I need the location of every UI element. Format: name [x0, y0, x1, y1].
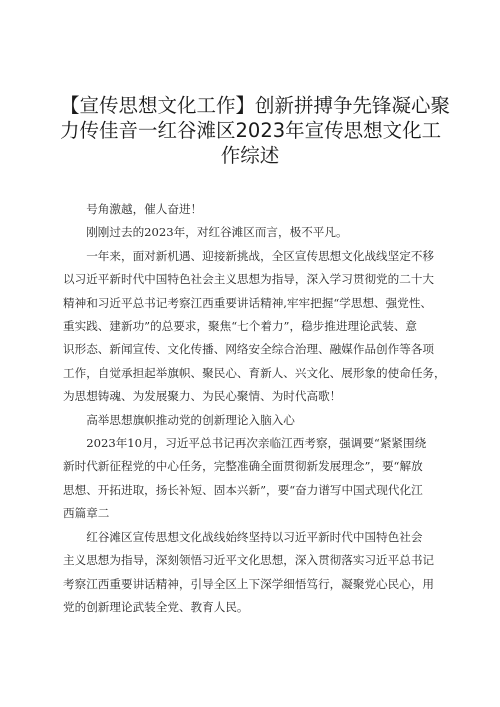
paragraph — [63, 245, 455, 409]
document-body — [63, 198, 455, 619]
text-line: 考察江西重要讲话精神，引导全区上下深学细悟笃行，凝聚党心民心，用 — [63, 576, 435, 591]
text-line: 思想、开拓进取，扬长补短、固本兴新”，要“奋力谱写中国式现代化江 — [63, 482, 423, 497]
text-line: 西篇章二 — [63, 506, 110, 521]
text-line: 识形态、新闻宣传、文化传播、网络安全综合治理、融媒作品创作等各项 — [63, 342, 435, 357]
text-line: 党的创新理论武装全党、教育人民。 — [63, 599, 249, 614]
document-title — [60, 93, 451, 168]
section-heading — [63, 409, 455, 432]
text-line: 为思想铸魂、为发展聚力、为民心聚情、为时代高歌！ — [63, 389, 342, 404]
text-line: 以习近平新时代中国特色社会主义思想为指导，深入学习贯彻党的二十大 — [63, 272, 435, 287]
title-line: 力传佳音一红谷滩区2023年宣传思想文化工 — [60, 119, 442, 142]
text-line: 高举思想旗帜推动党的创新理论入脑入心 — [86, 412, 295, 427]
text-line: 刚刚过去的2023年，对红谷滩区而言，极不平凡。 — [86, 225, 348, 240]
paragraph — [63, 221, 455, 244]
text-line: 精神和习近平总书记考察江西重要讲话精神,牢牢把握“学思想、强党性、 — [63, 295, 433, 310]
text-line: 工作，自觉承担起举旗帜、聚民心、育新人、兴文化、展形象的使命任务， — [63, 365, 446, 380]
text-line: 主义思想为指导，深刻领悟习近平文化思想，深入贯彻落实习近平总书记 — [63, 553, 435, 568]
paragraph — [63, 198, 455, 221]
text-line: 2023年10月，习近平总书记再次亲临江西考察，强调要“紧紧围绕 — [86, 436, 427, 451]
text-line: 重实践、建新功”的总要求，聚焦“七个着力”，稳步推进理论武装、意 — [63, 319, 418, 334]
paragraph — [63, 526, 455, 620]
text-line: 一年来，面对新机遇、迎接新挑战，全区宣传思想文化战线坚定不移 — [86, 248, 435, 263]
title-line: 作综述 — [220, 144, 280, 167]
paragraph — [63, 432, 455, 526]
text-line: 号角激越，催人奋进！ — [86, 202, 203, 216]
title-line: 【宣传思想文化工作】创新拼搏争先锋凝心聚 — [60, 94, 451, 117]
text-line: 新时代新征程党的中心任务，完整准确全面贯彻新发展理念”，要“解放 — [63, 459, 423, 474]
text-line: 红谷滩区宣传思想文化战线始终坚持以习近平新时代中国特色社会 — [86, 529, 423, 544]
